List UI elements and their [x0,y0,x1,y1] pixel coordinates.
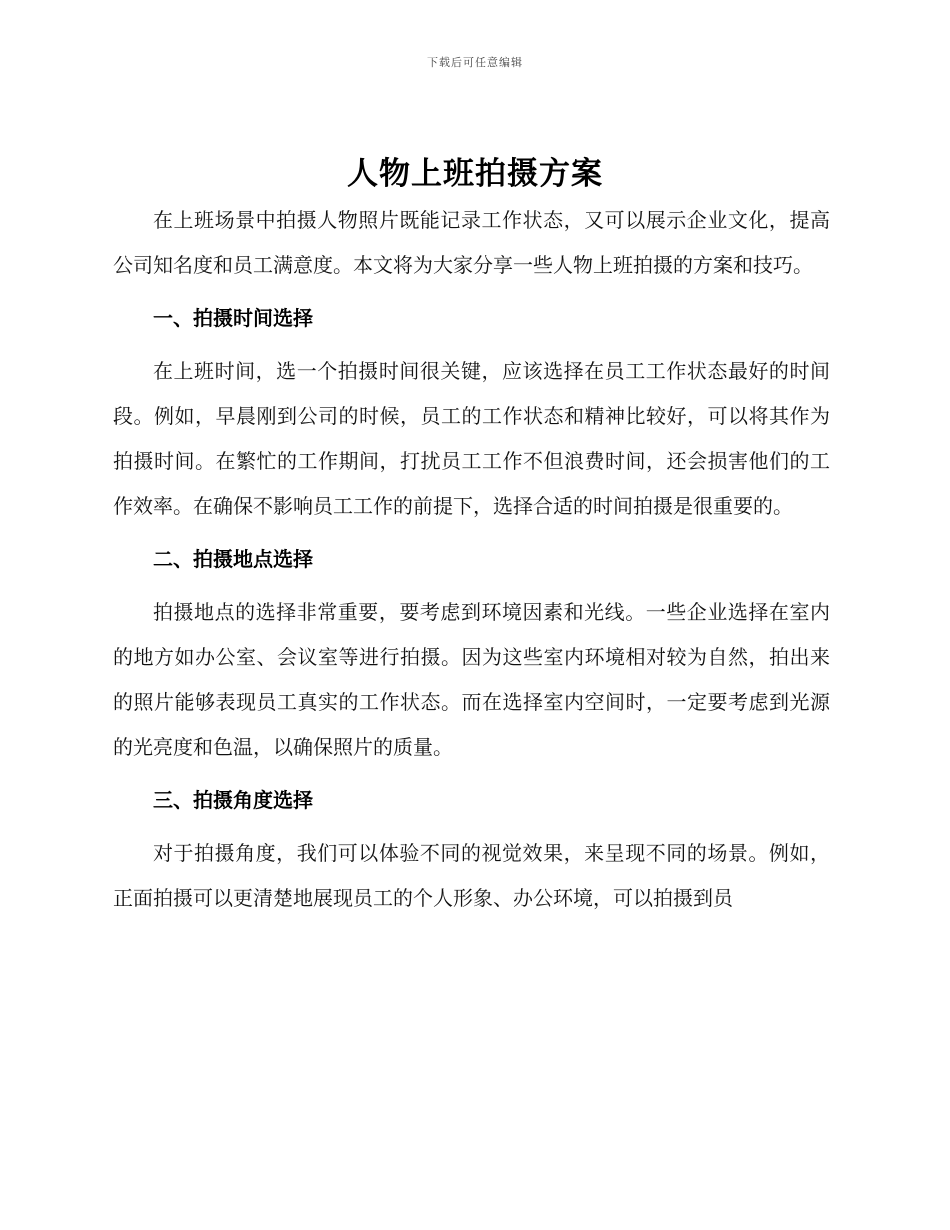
section-heading-angle: 三、拍摄角度选择 [153,788,313,812]
intro-paragraph: 在上班场景中拍摄人物照片既能记录工作状态，又可以展示企业文化，提高公司知名度和员工满意度。本文将为大家分享一些人物上班拍摄的方案和技巧。 [113,208,830,277]
section-heading-time: 一、拍摄时间选择 [153,306,313,330]
header-note: 下载后可任意编辑 [427,56,523,69]
document-title: 人物上班拍摄方案 [347,156,603,192]
document-body [113,198,830,921]
section-body-angle: 对于拍摄角度，我们可以体验不同的视觉效果，来呈现不同的场景。例如，正面拍摄可以更清楚地展现员工的个人形象、办公环境，可以拍摄到员 [113,841,830,910]
section-body-location: 拍摄地点的选择非常重要，要考虑到环境因素和光线。一些企业选择在室内的地方如办公室、会议室等进行拍摄。因为这些室内环境相对较为自然，拍出来的照片能够表现员工真实的工作状态。而在选择室内空间时，一定要考虑到光源的光亮度和色温，以确保照片的质量。 [113,600,830,759]
section-body-time: 在上班时间，选一个拍摄时间很关键，应该选择在员工工作状态最好的时间段。例如，早晨刚到公司的时候，员工的工作状态和精神比较好，可以将其作为拍摄时间。在繁忙的工作期间，打扰员工工作不但浪费时间，还会损害他们的工作效率。在确保不影响员工工作的前提下，选择合适的时间拍摄是很重要的。 [113,359,830,518]
section-heading-location: 二、拍摄地点选择 [153,547,313,571]
